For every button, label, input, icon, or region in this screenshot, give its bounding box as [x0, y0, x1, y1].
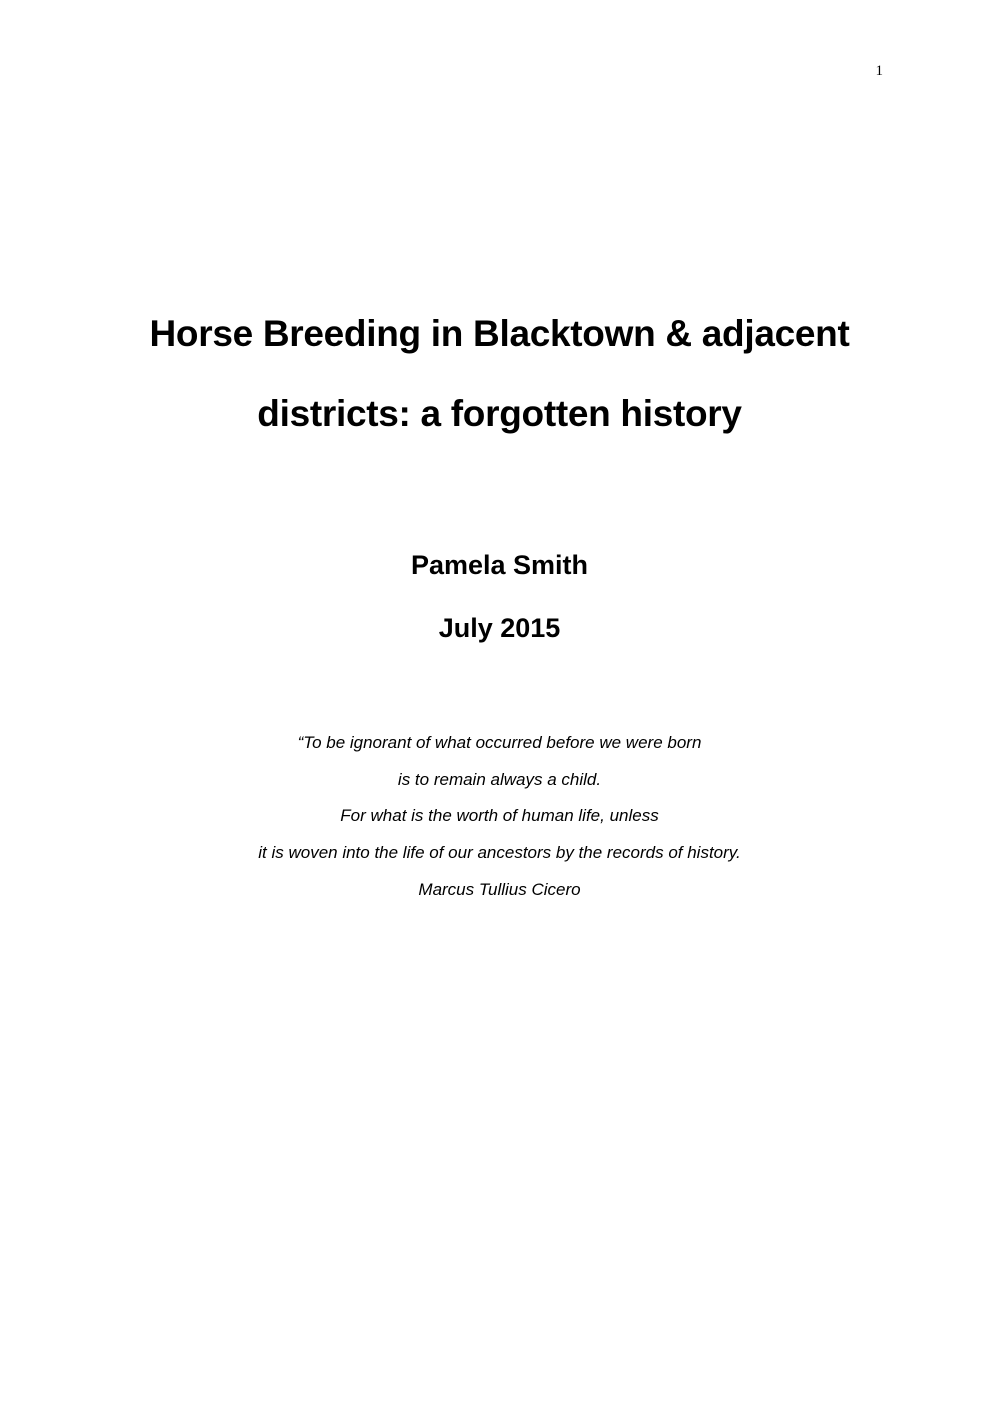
- author-name: Pamela Smith: [410, 550, 589, 580]
- quote-line-2: is to remain always a child.: [397, 770, 602, 789]
- title-line-2: districts: a forgotten history: [257, 393, 742, 434]
- quote-line-1: “To be ignorant of what occurred before we were born: [297, 733, 702, 752]
- page-number: 1: [875, 63, 883, 79]
- title-line-1: Horse Breeding in Blacktown & adjacent: [149, 313, 850, 354]
- quote-line-3: For what is the worth of human life, unless: [340, 806, 659, 825]
- quote-line-4: it is woven into the life of our ancestors by the records of history.: [258, 843, 741, 862]
- quote-attribution: Marcus Tullius Cicero: [418, 880, 581, 899]
- publication-date: July 2015: [438, 613, 561, 643]
